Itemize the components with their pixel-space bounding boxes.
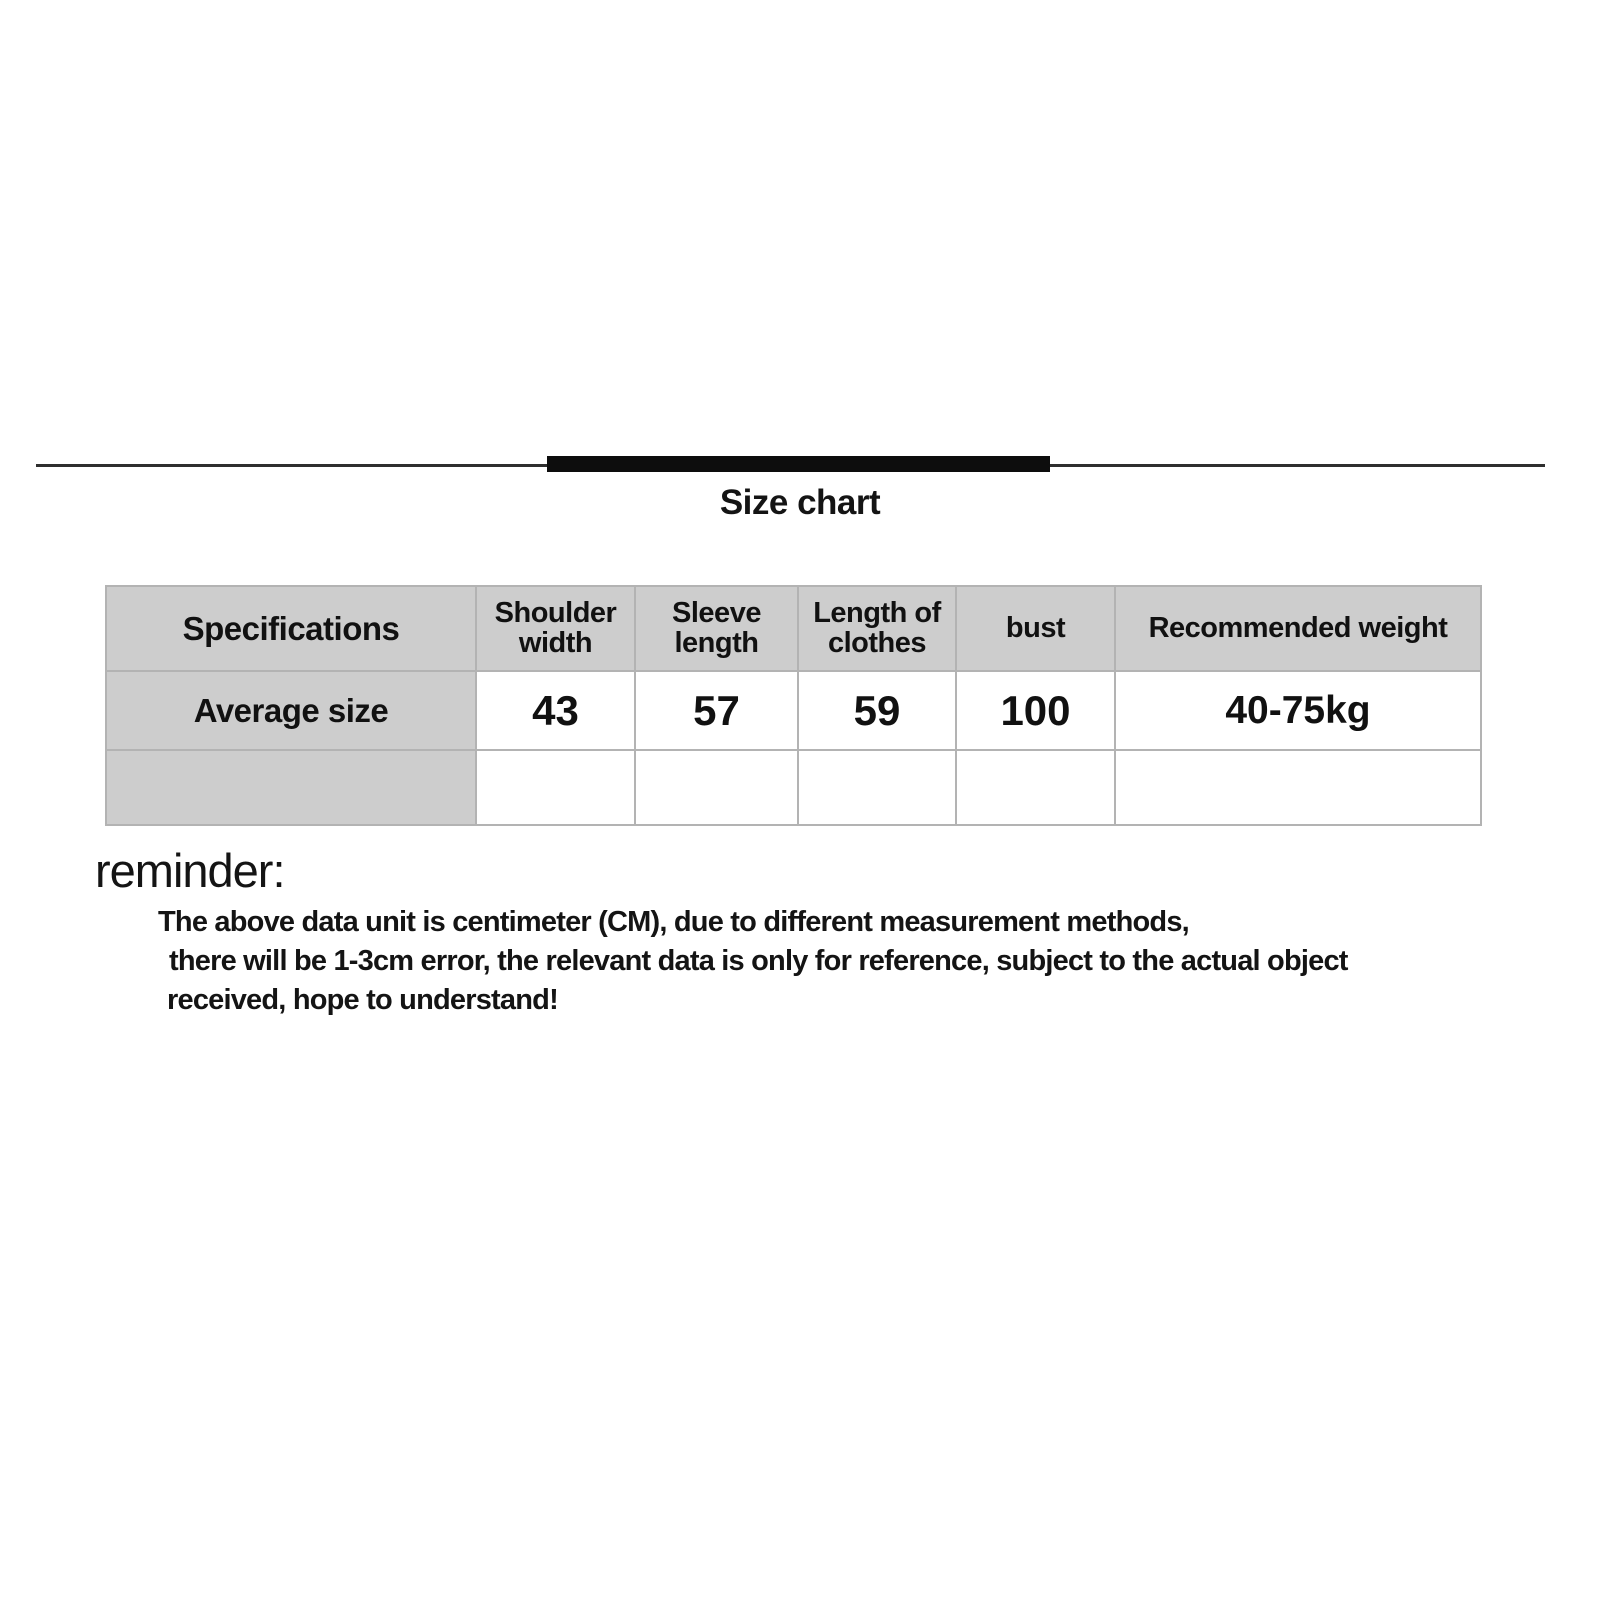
header-cell-specifications: Specifications <box>106 586 476 671</box>
reminder-paragraph <box>158 903 1348 1020</box>
divider-bar <box>547 456 1050 472</box>
header-sleeve-line1: Sleeve <box>672 596 761 629</box>
header-cell-bust: bust <box>956 586 1115 671</box>
header-cell-shoulder-width <box>476 586 635 671</box>
header-shoulder-line1: Shoulder <box>494 596 617 629</box>
row-label-average-size: Average size <box>106 671 476 750</box>
header-cell-length-of-clothes <box>798 586 956 671</box>
reminder-line-1: The above data unit is centimeter (CM), due to different measurement methods, <box>158 906 1189 938</box>
reminder-line-3: received, hope to understand! <box>167 984 558 1016</box>
empty-row-label-cell <box>106 750 476 825</box>
page-title: Size chart <box>719 483 881 522</box>
empty-cell-weight <box>1115 750 1481 825</box>
reminder-line-2: there will be 1-3cm error, the relevant data is only for reference, subject to the actual object <box>169 945 1348 977</box>
cell-sleeve-length-value: 57 <box>635 671 798 750</box>
header-cell-recommended-weight: Recommended weight <box>1115 586 1481 671</box>
size-table <box>105 585 1482 826</box>
table-row-empty <box>106 750 1481 825</box>
header-sleeve-line2: length <box>674 626 759 659</box>
cell-shoulder-width-value: 43 <box>476 671 635 750</box>
empty-cell-sleeve <box>635 750 798 825</box>
empty-cell-shoulder <box>476 750 635 825</box>
empty-cell-bust <box>956 750 1115 825</box>
header-cell-sleeve-length <box>635 586 798 671</box>
cell-recommended-weight-value: 40-75kg <box>1115 671 1481 750</box>
header-length-line1: Length of <box>813 596 941 629</box>
header-length-line2: clothes <box>827 626 927 659</box>
reminder-heading: reminder: <box>95 844 285 897</box>
cell-bust-value: 100 <box>956 671 1115 750</box>
table-header-row <box>106 586 1481 671</box>
table-row-average-size <box>106 671 1481 750</box>
header-shoulder-line2: width <box>518 626 593 659</box>
empty-cell-length <box>798 750 956 825</box>
cell-length-of-clothes-value: 59 <box>798 671 956 750</box>
